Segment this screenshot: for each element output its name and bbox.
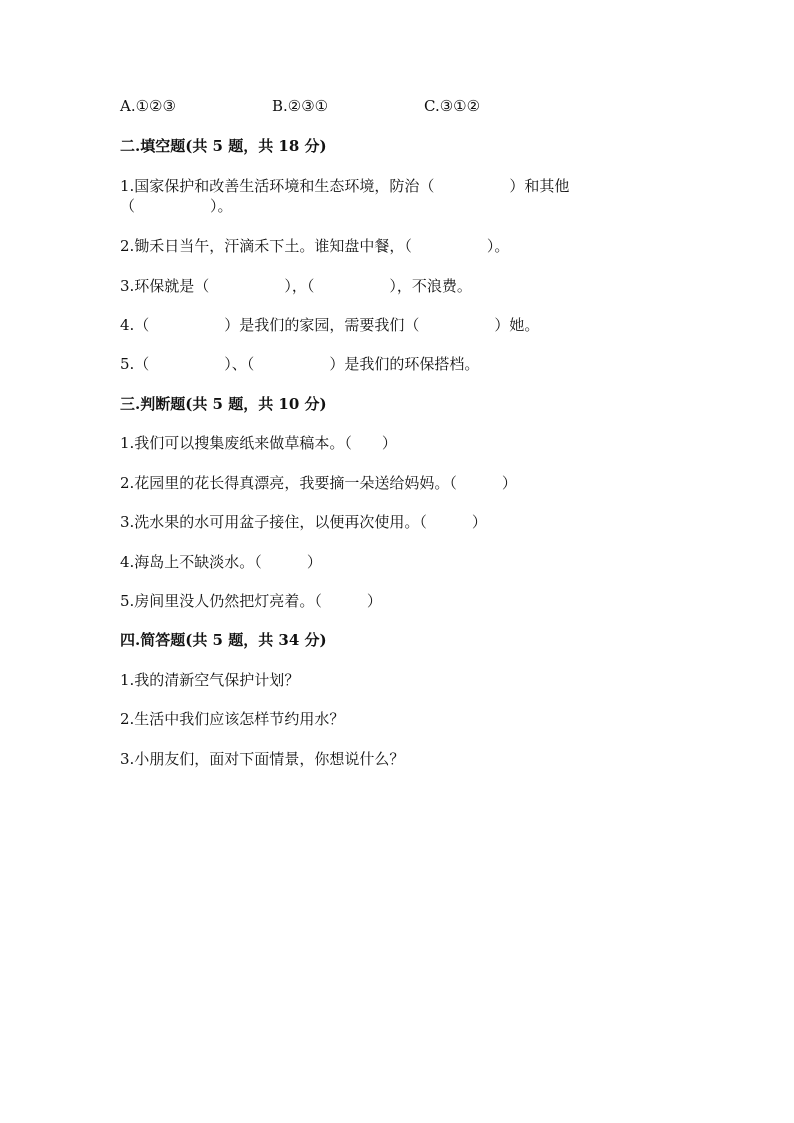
short-question-3: 3.小朋友们，面对下面情景，你想说什么？ — [120, 750, 405, 768]
section-heading-true-false: 三.判断题(共 5 题，共 10 分) — [120, 395, 327, 413]
short-question-2: 2.生活中我们应该怎样节约用水？ — [120, 710, 345, 728]
fill-question-2: 2.锄禾日当午，汗滴禾下土。谁知盘中餐，（ ）。 — [120, 237, 510, 255]
fill-question-3: 3.环保就是（ ），（ ），不浪费。 — [120, 277, 472, 295]
judge-question-5: 5.房间里没人仍然把灯亮着。（ ） — [120, 592, 382, 610]
short-question-1: 1.我的清新空气保护计划？ — [120, 671, 300, 689]
section-heading-fill-in-blank: 二.填空题(共 5 题，共 18 分) — [120, 137, 327, 155]
judge-question-2: 2.花园里的花长得真漂亮，我要摘一朵送给妈妈。（ ） — [120, 474, 517, 492]
fill-question-4: 4.（ ）是我们的家园，需要我们（ ）她。 — [120, 316, 540, 334]
fill-question-1-line-2: （ ）。 — [120, 197, 233, 215]
judge-question-4: 4.海岛上不缺淡水。（ ） — [120, 553, 322, 571]
option-c: C.③①② — [424, 97, 481, 115]
option-a: A.①②③ — [120, 97, 176, 115]
fill-question-1-line-1: 1.国家保护和改善生活环境和生态环境，防治（ ）和其他 — [120, 177, 570, 195]
judge-question-3: 3.洗水果的水可用盆子接住，以便再次使用。（ ） — [120, 513, 487, 531]
option-b: B.②③① — [272, 97, 329, 115]
judge-question-1: 1.我们可以搜集废纸来做草稿本。（ ） — [120, 434, 397, 452]
section-heading-short-answer: 四.简答题(共 5 题，共 34 分) — [120, 631, 327, 649]
fill-question-5: 5.（ ）、（ ）是我们的环保搭档。 — [120, 355, 480, 373]
